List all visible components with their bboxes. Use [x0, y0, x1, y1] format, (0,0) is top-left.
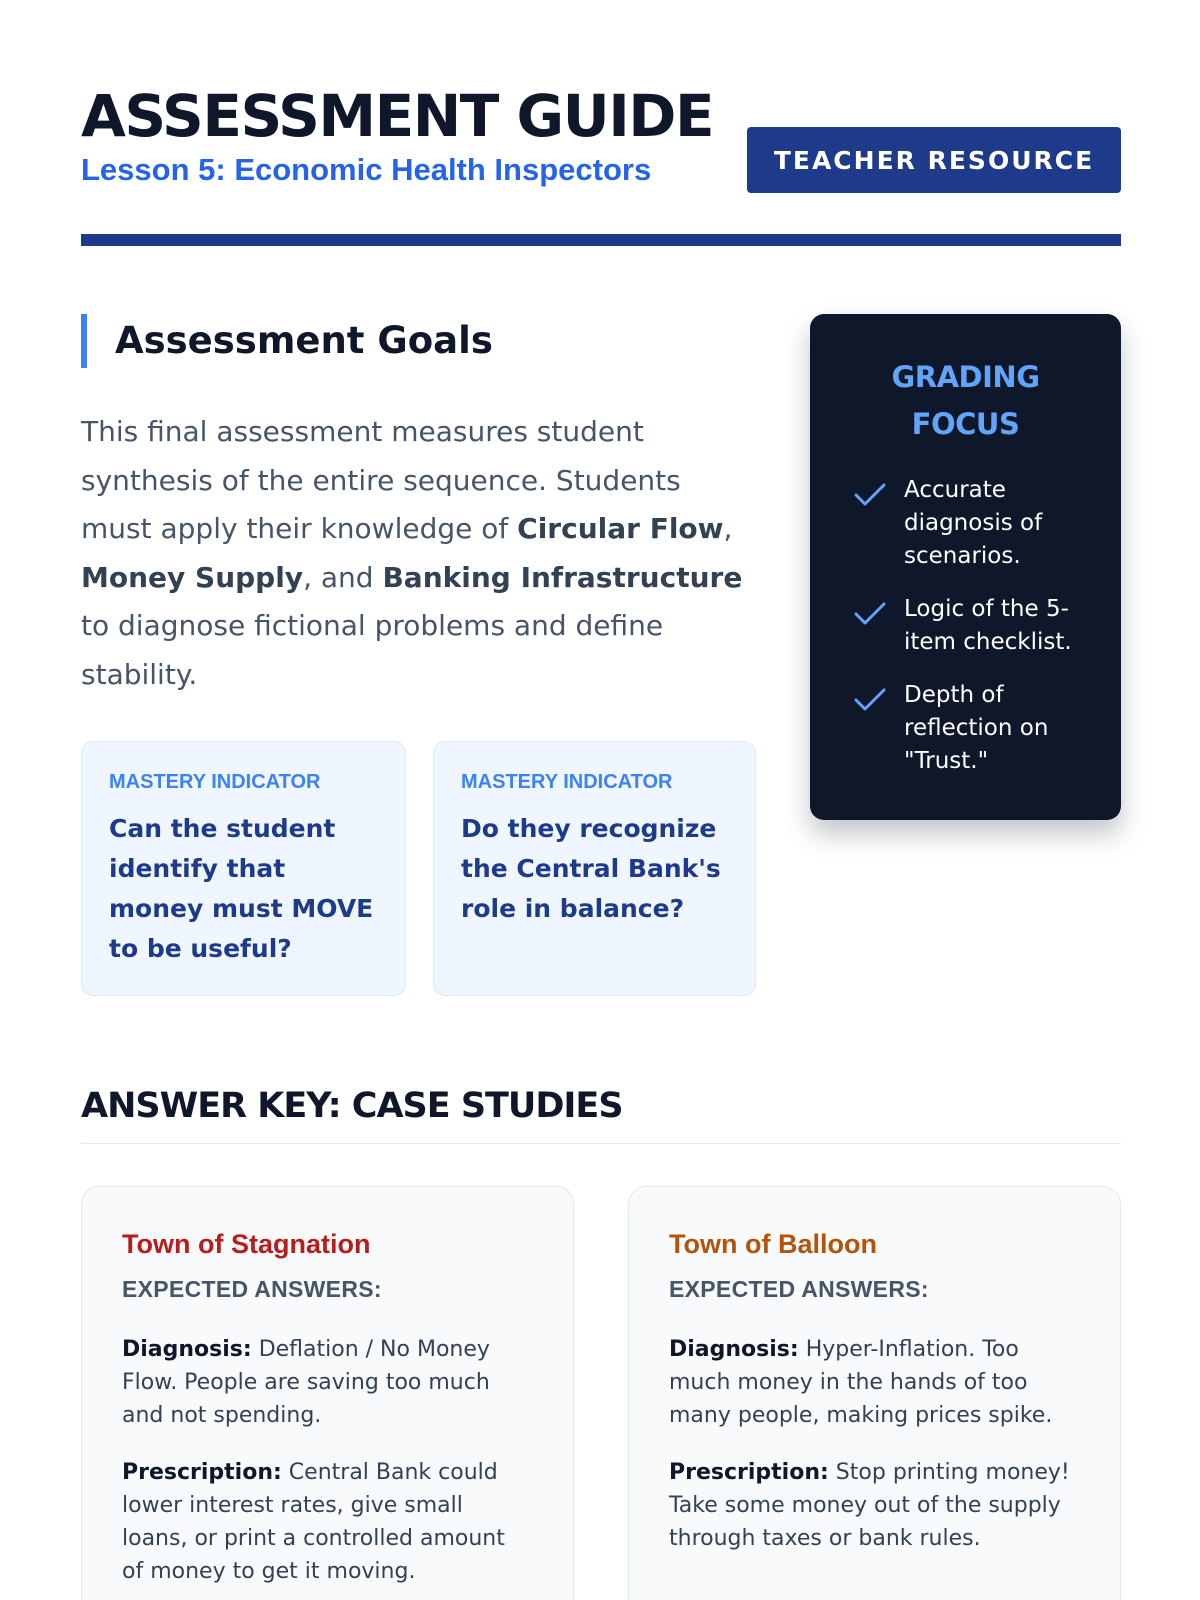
mastery-indicator-question: Can the student identify that money must MOVE to be useful? [109, 814, 374, 963]
page-header [81, 82, 1121, 246]
grading-focus-item-text: Depth of reflection on "Trust." [904, 682, 1049, 774]
term-circular-flow: Circular Flow [517, 512, 724, 545]
grading-focus-panel [810, 314, 1121, 820]
prescription-label: Prescription: [122, 1460, 282, 1485]
diagnosis-body: Deflation / No Money Flow. People are saving too much and not spending. [122, 1337, 490, 1428]
mastery-indicator-label: MASTERY INDICATOR [109, 771, 321, 793]
mastery-indicator-card [433, 741, 756, 996]
grading-focus-title: GRADING FOCUS [891, 360, 1040, 441]
case-study-title: Town of Balloon [669, 1229, 877, 1259]
case-study-card-stagnation [81, 1186, 574, 1600]
expected-answers-label: EXPECTED ANSWERS: [669, 1276, 929, 1302]
case-study-card-balloon [628, 1186, 1121, 1600]
answer-key-divider [81, 1143, 1121, 1144]
mastery-indicator-card [81, 741, 406, 996]
term-banking-infrastructure: Banking Infrastructure [382, 560, 743, 594]
mastery-indicator-label: MASTERY INDICATOR [461, 771, 673, 793]
teacher-resource-badge: TEACHER RESOURCE [747, 127, 1121, 193]
prescription-text [669, 1456, 1080, 1555]
grading-focus-item-text: Accurate diagnosis of scenarios. [904, 477, 1043, 569]
term-money-supply: Money Supply [81, 560, 304, 594]
prescription-text [122, 1456, 533, 1588]
check-icon [854, 482, 886, 508]
diagnosis-text [669, 1333, 1080, 1432]
grading-focus-item [854, 474, 1091, 573]
assessment-goals-text [81, 408, 746, 699]
mastery-indicator-question: Do they recognize the Central Bank's role in balance? [461, 814, 721, 923]
check-icon [854, 601, 886, 627]
lesson-subtitle: Lesson 5: Economic Health Inspectors [81, 152, 652, 187]
grading-focus-item-text: Logic of the 5-item checklist. [904, 596, 1072, 655]
goals-intro-2: to diagnose fictional problems and define stability. [81, 609, 664, 691]
goals-intro-1: This final assessment measures student synthesis of the entire sequence. Students must apply their knowledge of [81, 415, 681, 545]
check-icon [854, 687, 886, 713]
goals-sep-2: , and [303, 560, 383, 594]
diagnosis-label: Diagnosis: [669, 1337, 799, 1362]
prescription-body: Central Bank could lower interest rates, give small loans, or print a controlled amount of money to get it moving. [122, 1460, 505, 1584]
prescription-label: Prescription: [669, 1460, 829, 1485]
diagnosis-label: Diagnosis: [122, 1337, 252, 1362]
assessment-goals-heading: Assessment Goals [81, 314, 493, 368]
case-study-title: Town of Stagnation [122, 1229, 371, 1259]
page-title: ASSESSMENT GUIDE [81, 82, 714, 150]
grading-focus-item [854, 593, 1091, 659]
assessment-guide-page [81, 0, 1121, 1600]
goals-sep-1: , [723, 512, 733, 545]
diagnosis-text [122, 1333, 533, 1432]
diagnosis-body: Hyper-Inflation. Too much money in the hands of too many people, making prices spike. [669, 1337, 1053, 1428]
answer-key-heading: ANSWER KEY: CASE STUDIES [81, 1086, 623, 1126]
prescription-body: Stop printing money! Take some money out of the supply through taxes or bank rules. [669, 1460, 1070, 1551]
expected-answers-label: EXPECTED ANSWERS: [122, 1276, 382, 1302]
grading-focus-item [854, 679, 1091, 778]
header-divider [81, 234, 1121, 246]
grading-focus-list [854, 474, 1091, 778]
